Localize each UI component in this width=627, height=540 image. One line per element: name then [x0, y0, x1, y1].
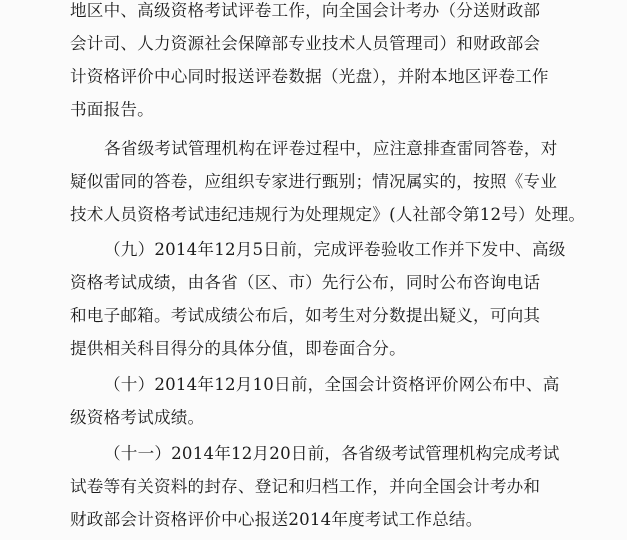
paragraph-1-line-3: 计资格评价中心同时报送评卷数据（光盘），并附本地区评卷工作 — [70, 67, 549, 86]
paragraph-3-line-1: （九）2014年12月5日前，完成评卷验收工作并下发中、高级 — [104, 240, 566, 259]
paragraph-4-line-2: 级资格考试成绩。 — [70, 408, 205, 427]
paragraph-3-line-2: 资格考试成绩，由各省（区、市）先行公布，同时公布咨询电话 — [70, 273, 541, 292]
paragraph-4-line-1: （十）2014年12月10日前，全国会计资格评价网公布中、高 — [104, 375, 560, 394]
paragraph-5-line-2: 试卷等有关资料的封存、登记和归档工作，并向全国会计考办和 — [70, 477, 541, 496]
paragraph-2-line-2: 疑似雷同的答卷，应组织专家进行甄别；情况属实的，按照《专业 — [70, 172, 558, 191]
paragraph-1-line-2: 会计司、人力资源社会保障部专业技术人员管理司）和财政部会 — [70, 34, 541, 53]
paragraph-2-line-1: 各省级考试管理机构在评卷过程中，应注意排查雷同答卷，对 — [104, 139, 558, 158]
paragraph-3-line-3: 和电子邮箱。考试成绩公布后，如考生对分数提出疑义，可向其 — [70, 306, 541, 325]
paragraph-3-line-4: 提供相关科目得分的具体分值，即卷面合分。 — [70, 339, 406, 358]
paragraph-2-line-3: 技术人员资格考试违纪违规行为处理规定》(人社部令第12号）处理。 — [70, 205, 586, 224]
paragraph-1-line-4: 书面报告。 — [70, 100, 154, 119]
paragraph-1-line-1: 地区中、高级资格考试评卷工作，向全国会计考办（分送财政部 — [70, 1, 541, 20]
paragraph-5-line-3: 财政部会计资格评价中心报送2014年度考试工作总结。 — [70, 510, 483, 529]
paragraph-5-line-1: （十一）2014年12月20日前，各省级考试管理机构完成考试 — [104, 444, 560, 463]
